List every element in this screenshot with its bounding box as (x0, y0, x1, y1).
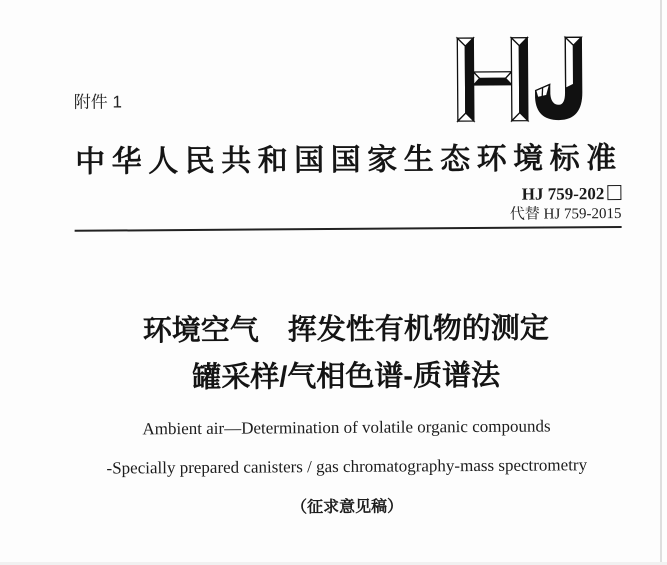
header-rule (75, 226, 622, 232)
title-cn-line1: 环境空气 挥发性有机物的测定 (142, 312, 549, 348)
title-en-line2: -Specially prepared canisters / gas chromatography-mass spectrometry (106, 455, 588, 478)
year-placeholder-box (607, 185, 621, 200)
attachment-label: 附件 1 (73, 92, 122, 112)
scan-edge-right (660, 0, 662, 565)
standard-org-title: 中华人民共和国国家生态环境标准 (75, 141, 623, 179)
replaces-note: 代替 HJ 759-2015 (509, 205, 622, 223)
hj-logo (454, 34, 589, 125)
title-cn-line2: 罐采样/气相色谱-质谱法 (192, 359, 501, 394)
standard-number-text: HJ 759-202 (521, 184, 605, 204)
draft-note: （征求意见稿） (290, 498, 404, 517)
standard-number (522, 184, 622, 205)
title-en-line1: Ambient air—Determination of volatile organic compounds (142, 416, 551, 439)
